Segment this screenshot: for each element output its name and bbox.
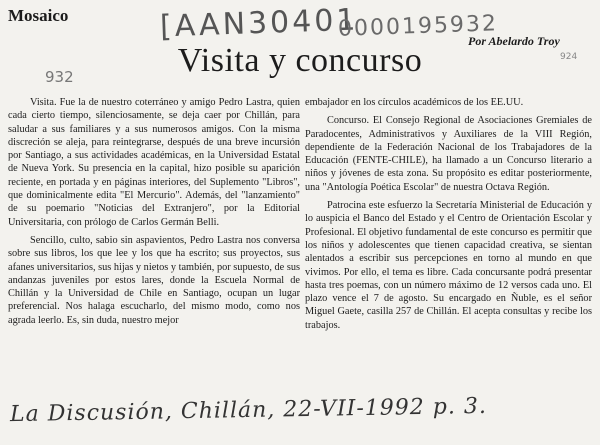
article-title: Visita y concurso [177,42,423,79]
paragraph: Visita. Fue la de nuestro coterráneo y amigo Pedro Lastra, quien cada cierto tiempo, silenciosamente, se deja caer por Chillán, para saludar a sus familiares y a sus numerosos amigos. Con la misma discreción se aleja, para reintegrarse, después de una breve incursión por Santiago, a sus actividades académicas, en la Universidad Estatal de Nueva York. Su presencia en la capital, hizo posible su aparición reciente, en portada y en páginas interiores, del Suplemento "Libros", que dominicalmente edita "El Mercurio". Además, del "lanzamiento" de su poemario "Noticias del Extranjero", por la Editorial Universitaria, con prólogo de Carlos Germán Belli. [8,97,300,228]
handwritten-source-citation: La Discusión, Chillán, 22-VII-1992 p. 3. [9,393,488,428]
handwritten-archive-code: [AAN30401 [159,2,360,45]
article-byline: Por Abelardo Troy [468,34,560,48]
paragraph: Patrocina este esfuerzo la Secretaría Ministerial de Educación y lo auspicia el Banco del Estado y el Centro de Orientación Escolar y Profesional. El objetivo fundamental de este concurso es permitir que los niños y adolescentes que tienen capacidad creativa, se sientan alentados a escribir sus percepciones en torno al mundo en que vivimos. Por ello, el tema es libre. Cada concursante podrá presentar hasta tres poemas, con un número máximo de 12 versos cada uno. El plazo vence el 7 de agosto. Su encargado en Ñuble, es el señor Miguel Gaete, casilla 257 de Chillán. El acepta consultas y recibe los trabajos. [305,200,592,331]
handwritten-margin-note: 932 [45,68,74,86]
paragraph: Sencillo, culto, sabio sin aspavientos, Pedro Lastra nos conversa sobre sus libros, los que lee y los que ha escrito; sus proyectos, sus afanes universitarios, sus hijas y nietos y también, por supuesto, de sus andanzas juveniles por estos lares, donde la Escuela Normal de Chillán y la Universidad de Chile en Santiago, ocupan un lugar preferencial. Nos halaga escucharlo, del mismo modo, como nos agrada leerlo. Es, sin duda, nuestro mejor [8,234,300,326]
section-name: Mosaico [8,6,69,25]
article-left-column [8,96,300,332]
handwritten-corner-note: 924 [560,52,578,62]
article-right-column [305,96,592,337]
paragraph: embajador en los círculos académicos de los EE.UU. [305,97,524,108]
paragraph: Concurso. El Consejo Regional de Asociaciones Gremiales de Paradocentes, Administrativos y Auxiliares de la VIII Región, dependiente de la Federación Nacional de los Trabajadores de la Educación (FENTE-CHILE), ha llamado a un Concurso literario a niños y jóvenes de esta zona. Su propósito es editar posteriormente, una "Antología Poética Escolar" de nuestra Octava Región. [305,115,592,193]
handwritten-record-number: 0000195932 [337,11,499,42]
